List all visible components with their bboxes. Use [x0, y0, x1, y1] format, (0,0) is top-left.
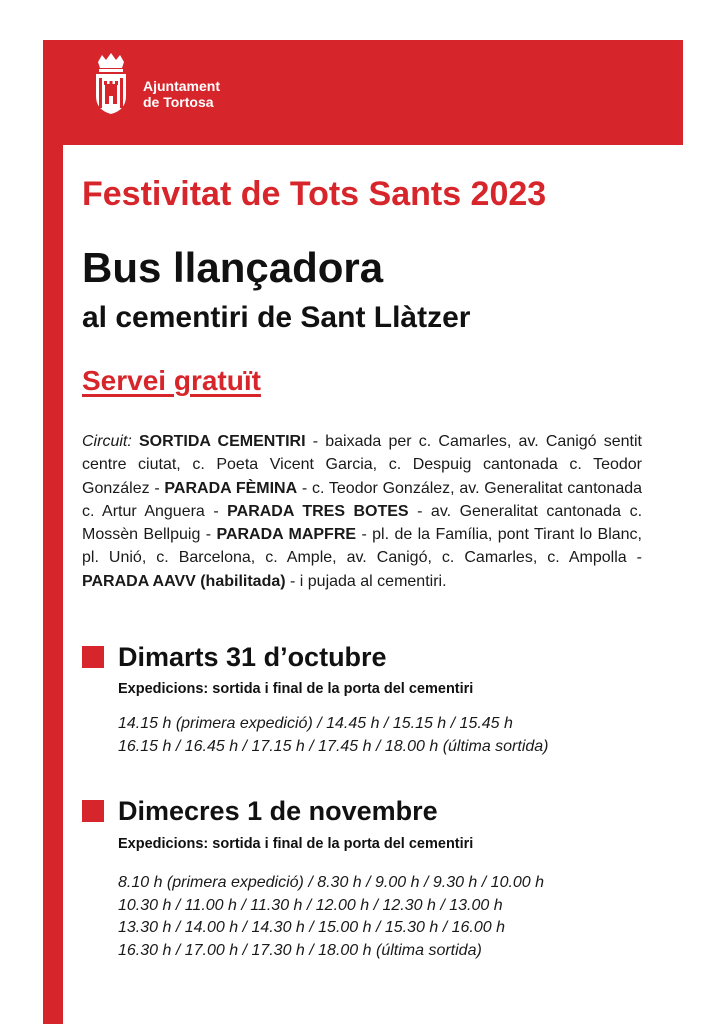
- stop-parada-mapfre: PARADA MAPFRE: [216, 526, 357, 544]
- organization-logo: [86, 52, 246, 116]
- red-square-bullet-icon: [82, 800, 104, 822]
- organization-name: [143, 78, 220, 110]
- festival-title: Festivitat de Tots Sants 2023: [82, 175, 547, 213]
- tortosa-coat-of-arms-icon: [86, 52, 136, 116]
- stop-parada-tres-botes: PARADA TRES BOTES: [227, 502, 409, 520]
- schedule-times: [118, 872, 678, 962]
- day-heading: [82, 640, 662, 674]
- schedule-line: 13.30 h / 14.00 h / 14.30 h / 15.00 h / 15.30 h / 16.00 h: [118, 919, 505, 936]
- stop-parada-femina: PARADA FÈMINA: [164, 479, 298, 497]
- circuit-label: Circuit:: [82, 433, 132, 450]
- day-subtitle: Expedicions: sortida i final de la porta del cementiri: [118, 681, 474, 697]
- day-subtitle: Expedicions: sortida i final de la porta del cementiri: [118, 836, 474, 852]
- route-segment: - i pujada al cementiri.: [285, 572, 447, 590]
- day-heading: [82, 794, 662, 828]
- schedule-line: 14.15 h (primera expedició) / 14.45 h / 15.15 h / 15.45 h: [118, 715, 513, 732]
- left-border-band: [43, 40, 63, 1024]
- circuit-description: [82, 430, 642, 593]
- service-label: Servei gratuït: [82, 365, 261, 396]
- stop-sortida-cementiri: SORTIDA CEMENTIRI: [138, 433, 306, 450]
- route-segment: - pl. de la Família, pont Tirant lo Blanc, pl. Unió, c. Barcelona, c. Ample, av. Canigó, c. Camarles, c. Ampolla -: [82, 526, 642, 567]
- sub-title: al cementiri de Sant Llàtzer: [82, 301, 471, 334]
- day-title: Dimarts 31 d’octubre: [118, 642, 387, 672]
- day-title: Dimecres 1 de novembre: [118, 796, 438, 826]
- organization-name-line2: de Tortosa: [143, 94, 214, 110]
- schedule-line: 10.30 h / 11.00 h / 11.30 h / 12.00 h / 12.30 h / 13.00 h: [118, 896, 503, 914]
- schedule-line: 16.30 h / 17.00 h / 17.30 h / 18.00 h (última sortida): [118, 941, 482, 959]
- red-square-bullet-icon: [82, 646, 104, 668]
- schedule-times: [118, 713, 678, 758]
- schedule-line: 8.10 h (primera expedició) / 8.30 h / 9.00 h / 9.30 h / 10.00 h: [118, 874, 545, 891]
- route-segment: - av. Generalitat cantonada c. Mossèn Bellpuig -: [82, 502, 643, 544]
- schedule-line: 16.15 h / 16.45 h / 17.15 h / 17.45 h / 18.00 h (última sortida): [118, 737, 549, 755]
- route-segment: - c. Teodor González, av. Generalitat cantonada c. Artur Anguera -: [82, 479, 643, 520]
- organization-name-line1: Ajuntament: [143, 78, 220, 94]
- stop-parada-aavv: PARADA AAVV (habilitada): [82, 572, 286, 590]
- route-segment: - baixada per c. Camarles, av. Canigó sentit centre ciutat, c. Poeta Vicent Garcia, c. Despuig cantonada c. Teodor González -: [82, 433, 642, 497]
- main-title: Bus llançadora: [82, 244, 384, 291]
